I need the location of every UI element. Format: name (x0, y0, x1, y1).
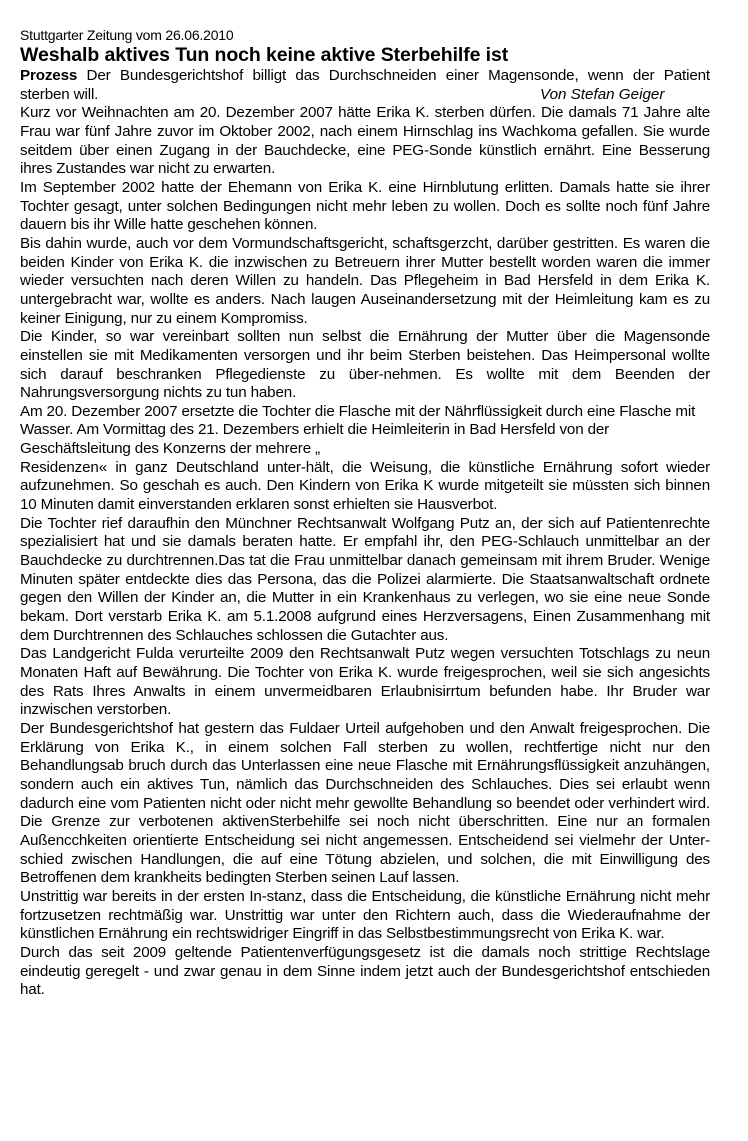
paragraph: Residenzen« in ganz Deutschland unter-hält, die Weisung, die künstliche Ernährung sofort wieder aufzunehmen. So geschah es auch. Den Kindern von Erika K wurde mitgeteilt sie müssten sich binnen 10 Minuten damit einverstanden erklaren sonst erhielten sie Hausverbot. (20, 458, 710, 514)
lead-kicker: Prozess (20, 67, 78, 84)
paragraph: Das Landgericht Fulda verurteilte 2009 den Rechtsanwalt Putz wegen versuchten Totschlags zu neun Monaten Haft auf Bewährung. Die Tochter von Erika K. wurde freigesprochen, weil sie sich angesichts des Rats Ihres Anwalts in einem unvermeidbaren Erlaubnisirrtum befunden habe. Ihr Bruder war inzwischen verstorben. (20, 645, 710, 719)
paragraph: Bis dahin wurde, auch vor dem Vormundschaftsgericht, schaftsgerzcht, darüber gestritten. Es waren die beiden Kinder von Erika K. die inzwischen zu Betreuern ihrer Mutter bestellt worden waren die immer wieder versuchten nach deren Willen zu handeln. Das Pflegeheim in Bad Hersfeld in dem Erika K. untergebracht war, wollte es anders. Nach laugen Auseinandersetzung mit der Heimleitung kam es zu keiner Einigung, nur zu einem Kompromiss. (20, 234, 710, 327)
paragraph: Im September 2002 hatte der Ehemann von Erika K. eine Hirnblutung erlitten. Damals hatte sie ihrer Tochter gesagt, unter solchen Bedingungen nicht mehr leben zu wollen. Doch es sollte noch fünf Jahre dauern bis ihr Wille hatte geschehen können. (20, 178, 710, 234)
paragraph: Kurz vor Weihnachten am 20. Dezember 2007 hätte Erika K. sterben dürfen. Die damals 71 Jahre alte Frau war fünf Jahre zuvor im Oktober 2002, nach einem Hirnschlag ins Wachkoma gefallen. Sie wurde seitdem über einen Zugang in der Bauchdecke, eine PEG-Sonde künstlich ernährt. Eine Besserung ihres Zustandes war nicht zu erwarten. (20, 104, 710, 178)
paragraph: Am 20. Dezember 2007 ersetzte die Tochter die Flasche mit der Nährflüssigkeit durch eine Flasche mit Wasser. Am Vormittag des 21. Dezembers erhielt die Heimleiterin in Bad Hersfeld von der Geschäftsleitung des Konzerns der mehrere „ (20, 402, 696, 458)
lead-text: Der Bundesgerichtshof billigt das Durchschneiden einer Magensonde, wenn der Patient sterben will. (20, 67, 710, 103)
article (20, 26, 710, 1000)
paragraph: Unstrittig war bereits in der ersten In-stanz, dass die Entscheidung, die künstliche Ernährung nicht mehr fortzusetzen rechtmäßig war. Unstrittig war unter den Richtern auch, dass die Wiederaufnahme der künstlichen Ernährung ein rechtswidriger Eingriff in das Selbstbestimmungsrecht von Erika K. war. (20, 887, 710, 943)
newspaper-source-line: Stuttgarter Zeitung vom 26.06.2010 (20, 27, 234, 43)
author-byline: Von Stefan Geiger (540, 85, 665, 103)
paragraph: Die Tochter rief daraufhin den Münchner Rechtsanwalt Wolfgang Putz an, der sich auf Patientenrechte spezialisiert hat und sie damals beraten hatte. Er empfahl ihr, den PEG-Schlauch unmittelbar an der Bauchdecke zu durchtrennen.Das tat die Frau unmittelbar danach gemeinsam mit ihrem Bruder. Wenige Minuten später entdeckte dies das Persona, das die Polizei alarmierte. Die Staatsanwaltschaft ordnete gegen den Willen der Kinder an, die Mutter in ein Krankenhaus zu verlegen, wo sie eine neue Sonde bekam. Dort verstarb Erika K. am 5.1.2008 aufgrund eines Herzversagens, Einen Zusammenhang mit dem Durchtrennen des Schlauches schlossen die Gutachter aus. (20, 514, 710, 644)
article-title: Weshalb aktives Tun noch keine aktive Sterbehilfe ist (20, 44, 509, 66)
paragraph: Die Kinder, so war vereinbart sollten nun selbst die Ernährung der Mutter über die Magensonde einstellen sie mit Medikamenten versorgen und ihr beim Sterben beistehen. Das Heimpersonal wollte sich darauf beschranken Pflegedienste zu über-nehmen. Es wollte mit dem Beenden der Nahrungsversorgung nichts zu tun haben. (20, 328, 710, 402)
paragraph: Der Bundesgerichtshof hat gestern das Fuldaer Urteil aufgehoben und den Anwalt freigesprochen. Die Erklärung von Erika K., in einem solchen Fall sterben zu wollen, rechtfertige nicht nur den Behandlungsab bruch durch das Unterlassen eine neue Flasche mit Ernährungsflüssigkeit anzuhängen, sondern auch ein aktives Tun, nämlich das Durchschneiden des Schlauches. Dies sei erlaubt wenn dadurch eine vom Patienten nicht oder nicht mehr gewollte Behandlung so beendet oder verhindert wird. Die Grenze zur verbotenen aktivenSterbehilfe sei noch nicht überschritten. Eine nur an formalen Außencchkeiten orientierte Entscheidung sei nicht angemessen. Entscheidend sei vielmehr der Unter-schied zwischen Handlungen, die auf eine Tötung abzielen, und solchen, die mit Einwilligung des Betroffenen dem krankheits bedingten Sterben seinen Lauf lassen. (20, 719, 710, 887)
paragraph: Durch das seit 2009 geltende Patientenverfügungsgesetz ist die damals noch strittige Rechtslage eindeutig geregelt - und zwar genau in dem Sinne indem jetzt auch der Bundesgerichtshof entschieden hat. (20, 943, 710, 999)
